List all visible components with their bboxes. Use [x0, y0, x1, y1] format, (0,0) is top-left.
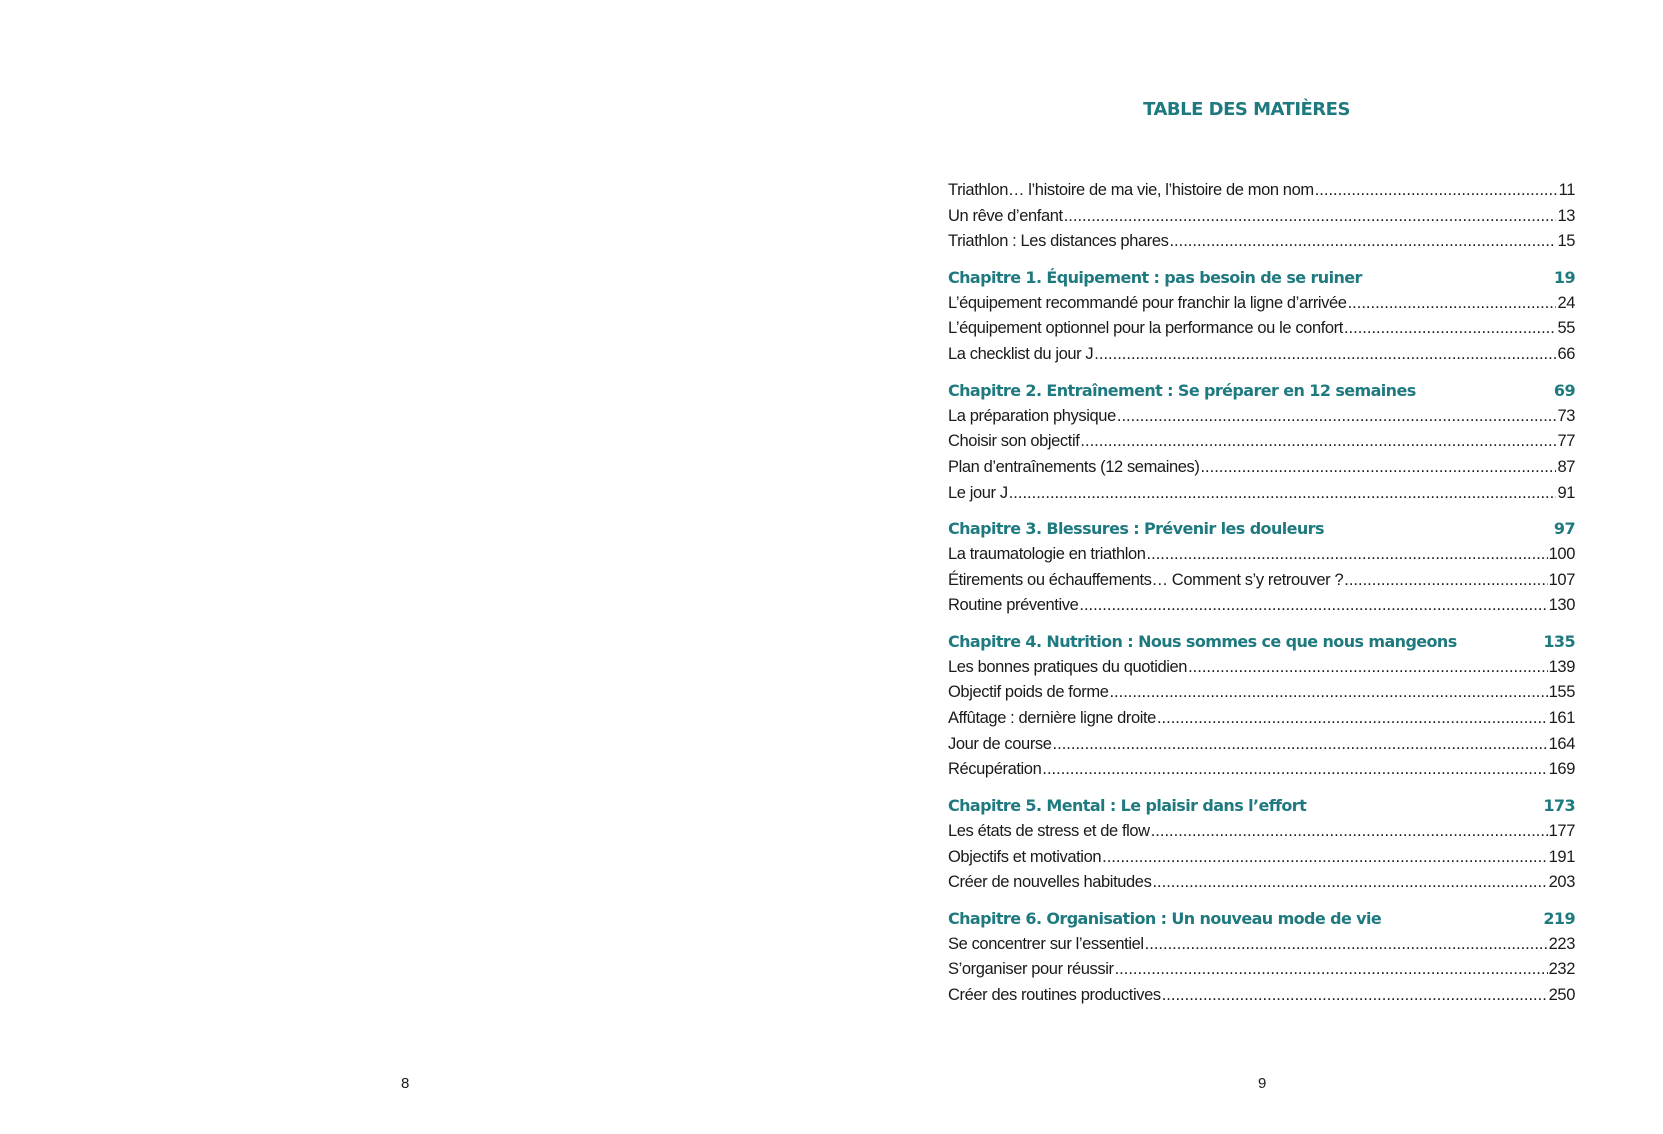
chapter-page: 97: [1553, 519, 1575, 539]
dot-leader: [1053, 732, 1548, 758]
toc-entry-page: 191: [1548, 847, 1575, 866]
dot-leader: [1115, 957, 1548, 983]
chapter-title: Chapitre 3. Blessures : Prévenir les douleurs: [948, 519, 1324, 539]
dot-leader: [1169, 229, 1556, 255]
toc-chapter-section: [948, 378, 1575, 506]
toc-entry: [948, 593, 1575, 619]
dot-leader: [1344, 568, 1547, 594]
chapter-heading: [948, 906, 1575, 932]
toc-entry-page: 232: [1548, 960, 1575, 979]
dot-leader: [1009, 481, 1557, 507]
chapter-heading: [948, 793, 1575, 819]
toc-entry-label: La traumatologie en triathlon: [948, 544, 1146, 563]
dot-leader: [1147, 542, 1548, 568]
toc-entry-label: Jour de course: [948, 734, 1052, 753]
toc-entry-label: Triathlon : Les distances phares: [948, 232, 1169, 251]
dot-leader: [1117, 404, 1557, 430]
toc-entry-label: Objectifs et motivation: [948, 847, 1102, 866]
dot-leader: [1152, 870, 1547, 896]
toc-entry-label: Affûtage : dernière ligne droite: [948, 709, 1156, 728]
chapter-title: Chapitre 5. Mental : Le plaisir dans l’effort: [948, 796, 1307, 816]
chapter-page: 173: [1543, 796, 1575, 816]
dot-leader: [1109, 680, 1547, 706]
toc-entry-page: 203: [1548, 873, 1575, 892]
toc-entry-label: S’organiser pour réussir: [948, 960, 1114, 979]
dot-leader: [1080, 429, 1556, 455]
dot-leader: [1151, 819, 1548, 845]
toc-entry-page: 77: [1557, 432, 1575, 451]
toc-entry-label: Étirements ou échauffements… Comment s’y retrouver ?: [948, 570, 1344, 589]
toc-entry-label: Triathlon… l’histoire de ma vie, l’histoire de mon nom: [948, 181, 1314, 199]
toc-entry-page: 11: [1558, 181, 1575, 199]
toc-entry-page: 91: [1557, 483, 1575, 502]
dot-leader: [1079, 593, 1547, 619]
toc-entry-page: 177: [1548, 821, 1575, 840]
chapter-title: Chapitre 4. Nutrition : Nous sommes ce que nous mangeons: [948, 632, 1457, 651]
toc-entry-label: La checklist du jour J: [948, 345, 1094, 364]
toc-entry-label: L’équipement recommandé pour franchir la ligne d’arrivée: [948, 293, 1347, 312]
dot-leader: [1344, 316, 1556, 342]
toc-entry: [948, 845, 1575, 871]
dot-leader: [1348, 291, 1557, 317]
dot-leader: [1094, 342, 1556, 368]
toc-entry-page: 155: [1548, 683, 1575, 702]
toc-entry-label: Routine préventive: [948, 596, 1079, 615]
chapter-heading: [948, 516, 1575, 542]
toc-entry-page: 13: [1557, 206, 1575, 225]
toc-chapter-section: [948, 516, 1575, 619]
dot-leader: [1315, 178, 1558, 204]
toc-entry: [948, 542, 1575, 568]
toc-entry-page: 15: [1557, 232, 1575, 251]
toc-chapter-section: [948, 629, 1575, 783]
chapter-page: 19: [1553, 268, 1575, 288]
toc-entry: [948, 932, 1575, 958]
toc-intro-section: [948, 178, 1575, 255]
chapter-title: Chapitre 6. Organisation : Un nouveau mode de vie: [948, 908, 1382, 928]
toc-entry-page: 100: [1548, 544, 1575, 563]
left-page: [0, 0, 830, 1134]
toc-entry: [948, 429, 1575, 455]
toc-entry-page: 24: [1557, 293, 1575, 312]
toc-entry: [948, 680, 1575, 706]
toc-entry-page: 55: [1557, 319, 1575, 338]
toc-entry-page: 223: [1548, 934, 1575, 953]
toc-entry: [948, 229, 1575, 255]
dot-leader: [1188, 655, 1548, 681]
toc-entry-page: 107: [1548, 570, 1575, 589]
page-number-right: 9: [1258, 1075, 1267, 1092]
toc-entry-page: 130: [1548, 596, 1575, 615]
toc-entry-label: Se concentrer sur l’essentiel: [948, 934, 1144, 953]
toc-entry-label: Choisir son objectif: [948, 432, 1080, 451]
toc-entry-label: Objectif poids de forme: [948, 683, 1109, 702]
toc-entry-page: 169: [1548, 760, 1575, 779]
toc-entry-label: Créer des routines productives: [948, 985, 1161, 1004]
toc-entry: [948, 204, 1575, 230]
toc-entry-page: 87: [1557, 457, 1575, 476]
chapter-page: 219: [1543, 908, 1575, 928]
table-of-contents: [948, 178, 1575, 1019]
chapter-title: Chapitre 1. Équipement : pas besoin de se ruiner: [948, 268, 1362, 288]
toc-entry: [948, 291, 1575, 317]
toc-entry-label: Un rêve d’enfant: [948, 206, 1063, 225]
chapter-title: Chapitre 2. Entraînement : Se préparer en 12 semaines: [948, 380, 1416, 400]
toc-entry: [948, 819, 1575, 845]
chapter-heading: [948, 378, 1575, 404]
toc-entry: [948, 342, 1575, 368]
dot-leader: [1157, 706, 1548, 732]
dot-leader: [1200, 455, 1556, 481]
toc-entry: [948, 655, 1575, 681]
toc-entry: [948, 568, 1575, 594]
dot-leader: [1042, 757, 1547, 783]
dot-leader: [1162, 983, 1548, 1009]
chapter-page: 69: [1553, 380, 1575, 400]
chapter-heading: [948, 629, 1575, 655]
toc-entry-label: L’équipement optionnel pour la performance ou le confort: [948, 319, 1343, 338]
toc-entry-page: 164: [1548, 734, 1575, 753]
toc-entry-label: Récupération: [948, 760, 1042, 779]
toc-entry-page: 250: [1548, 985, 1575, 1004]
dot-leader: [1102, 845, 1548, 871]
toc-entry-page: 66: [1557, 345, 1575, 364]
toc-entry: [948, 706, 1575, 732]
toc-chapter-section: [948, 793, 1575, 896]
toc-entry-label: Les bonnes pratiques du quotidien: [948, 657, 1188, 676]
toc-entry-page: 73: [1557, 406, 1575, 425]
toc-entry-label: Le jour J: [948, 483, 1008, 502]
toc-entry: [948, 316, 1575, 342]
toc-entry: [948, 404, 1575, 430]
dot-leader: [1145, 932, 1548, 958]
toc-chapter-section: [948, 906, 1575, 1009]
toc-entry-label: Plan d’entraînements (12 semaines): [948, 457, 1200, 476]
page-number-left: 8: [401, 1075, 410, 1092]
toc-entry: [948, 732, 1575, 758]
toc-entry: [948, 870, 1575, 896]
chapter-page: 135: [1543, 632, 1575, 651]
toc-title: TABLE DES MATIÈRES: [1143, 99, 1350, 120]
toc-entry-page: 161: [1548, 709, 1575, 728]
toc-entry-label: Les états de stress et de flow: [948, 821, 1150, 840]
chapter-heading: [948, 265, 1575, 291]
toc-entry: [948, 455, 1575, 481]
toc-entry: [948, 983, 1575, 1009]
dot-leader: [1064, 204, 1557, 230]
toc-entry: [948, 481, 1575, 507]
right-page: [830, 0, 1663, 1134]
toc-entry-label: La préparation physique: [948, 406, 1116, 425]
toc-entry-page: 139: [1548, 657, 1575, 676]
toc-entry: [948, 757, 1575, 783]
toc-entry-label: Créer de nouvelles habitudes: [948, 873, 1152, 892]
toc-entry: [948, 178, 1575, 204]
toc-entry: [948, 957, 1575, 983]
toc-chapter-section: [948, 265, 1575, 368]
